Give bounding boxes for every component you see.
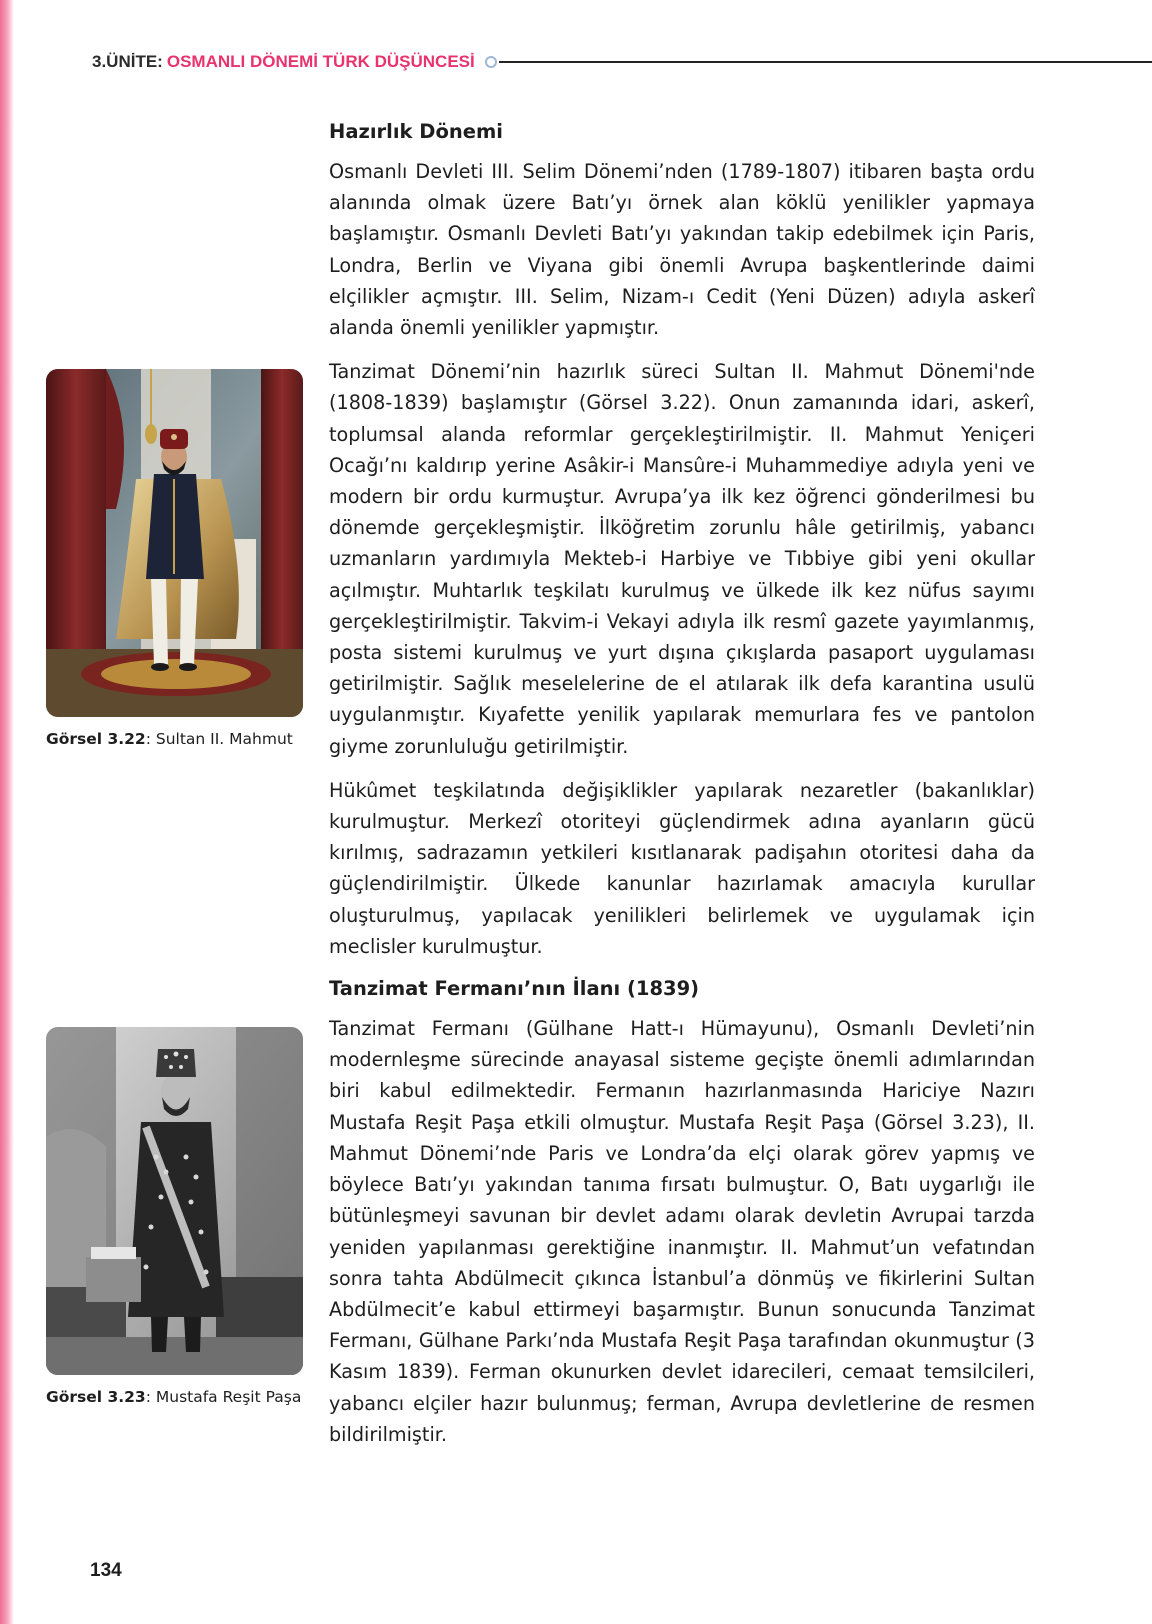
body-paragraph: Tanzimat Fermanı (Gülhane Hatt-ı Hümayunu), Osmanlı Devleti’nin modernleşme sürecinde anayasal sisteme geçişte önemli adımlarından biri kabul edilmektedir. Fermanın hazırlanmasında Hariciye Nazırı Mustafa Reşit Paşa etkili olmuştur. Mustafa Reşit Paşa (Görsel 3.23), II. Mahmut Dönemi’nde Paris ve Londra’da elçi olarak görev yapmış ve böylece Batı’yı yakından tanıma fırsatı bulmuştur. O, Batı uygarlığı ile bütünleşmeyi savunan bir devlet adamı olarak devletin Avrupai tarzda yeniden yapılanması gerektiğine inanmıştır. II. Mahmut’un vefatından sonra tahta Abdülmecit çıkınca İstanbul’a dönmüş ve fikirlerini Sultan Abdülmecit’e kabul ettirmeyi başarmıştır. Bunun sonucunda Tanzimat Fermanı, Gülhane Parkı’nda Mustafa Reşit Paşa tarafından okunmuştur (3 Kasım 1839). Ferman okunurken devlet idarecileri, cemaat temsilcileri, yabancı elçiler hazır bulunmuş; ferman, Avrupa devletlerine de resmen bildirilmiştir. bbox=[329, 1017, 1035, 1446]
figure-caption-text: : Mustafa Reşit Paşa bbox=[145, 1388, 302, 1406]
figure-sultan-mahmut bbox=[46, 369, 303, 749]
portrait-mustafa-resit-pasa-image bbox=[46, 1027, 303, 1375]
page-edge-strip bbox=[0, 0, 14, 1624]
portrait-sultan-mahmut-image bbox=[46, 369, 303, 717]
section-heading: Hazırlık Dönemi bbox=[329, 120, 503, 143]
unit-number: 3.ÜNİTE: bbox=[92, 52, 163, 71]
section-heading: Tanzimat Fermanı’nın İlanı (1839) bbox=[329, 977, 700, 1001]
body-paragraph: Hükûmet teşkilatında değişiklikler yapılarak nezaretler (bakanlıklar) kurulmuştur. Merkezî otoriteyi güçlendirmek adına ayanların gücü kırılmış, sadrazamın yetkileri kısıtlanarak padişahın otoritesi daha da güçlendirilmiştir. Ülkede kanunlar hazırlamak amacıyla kurullar oluşturulmuş, yapılacak yenilikleri belirlemek ve uygulamak için meclisler kurulmuştur. bbox=[329, 778, 1035, 958]
unit-title: OSMANLI DÖNEMİ TÜRK DÜŞÜNCESİ bbox=[166, 52, 475, 71]
body-paragraph: Osmanlı Devleti III. Selim Dönemi’nden (1789-1807) itibaren başta ordu alanında olmak üzere Batı’yı örnek alan köklü yenilikler yapmaya başlamıştır. Osmanlı Devleti Batı’yı yakından takip edebilmek için Paris, Londra, Berlin ve Viyana gibi önemli Avrupa başkentlerinde daimi elçilikler açmıştır. III. Selim, Nizam-ı Cedit (Yeni Düzen) adıyla askerî alanda önemli yenilikler yapmıştır. bbox=[329, 160, 1035, 340]
body-paragraph: Tanzimat Dönemi’nin hazırlık süreci Sultan II. Mahmut Dönemi'nde (1808-1839) başlamıştır (Görsel 3.22). Onun zamanında idari, askerî, toplumsal alanda reformlar gerçekleştirilmiştir. II. Mahmut Yeniçeri Ocağı’nı kaldırıp yerine Asâkir-i Mansûre-i Muhammediye adıyla yeni ve modern bir ordu kurmuştur. Avrupa’ya ilk kez öğrenci gönderilmesi bu dönemde gerçekleşmiştir. İlköğretim zorunlu hâle getirilmiş, yabancı uzmanların yardımıyla Mekteb-i Harbiye ve Tıbbiye gibi yeni okullar açılmıştır. Muhtarlık teşkilatı kurulmuş ve ülkede ilk kez nüfus sayımı gerçekleştirilmiştir. Takvim-i Vekayi adıyla ilk resmî gazete yayımlanmış, posta sistemi kurulmuş ve yurt dışına çıkışlarda pasaport uygulaması getirilmiştir. Sağlık meselelerine de el atılarak ilk defa karantina usulü uygulanmıştır. Kıyafette yenilik yapılarak memurlara fes ve pantolon giyme zorunluluğu getirilmiştir. bbox=[329, 360, 1035, 758]
figure-caption bbox=[46, 729, 303, 749]
page-number: 134 bbox=[90, 1560, 122, 1581]
figure-label: Görsel 3.23 bbox=[46, 1388, 146, 1406]
header-ring-icon bbox=[485, 56, 497, 68]
page-header bbox=[92, 50, 1152, 74]
figure-mustafa-resit-pasa bbox=[46, 1027, 303, 1407]
figure-label: Görsel 3.22 bbox=[46, 730, 146, 748]
figure-caption bbox=[46, 1387, 303, 1407]
figure-caption-text: : Sultan II. Mahmut bbox=[145, 730, 293, 748]
header-rule bbox=[499, 61, 1152, 63]
main-text-column bbox=[329, 118, 1035, 1463]
